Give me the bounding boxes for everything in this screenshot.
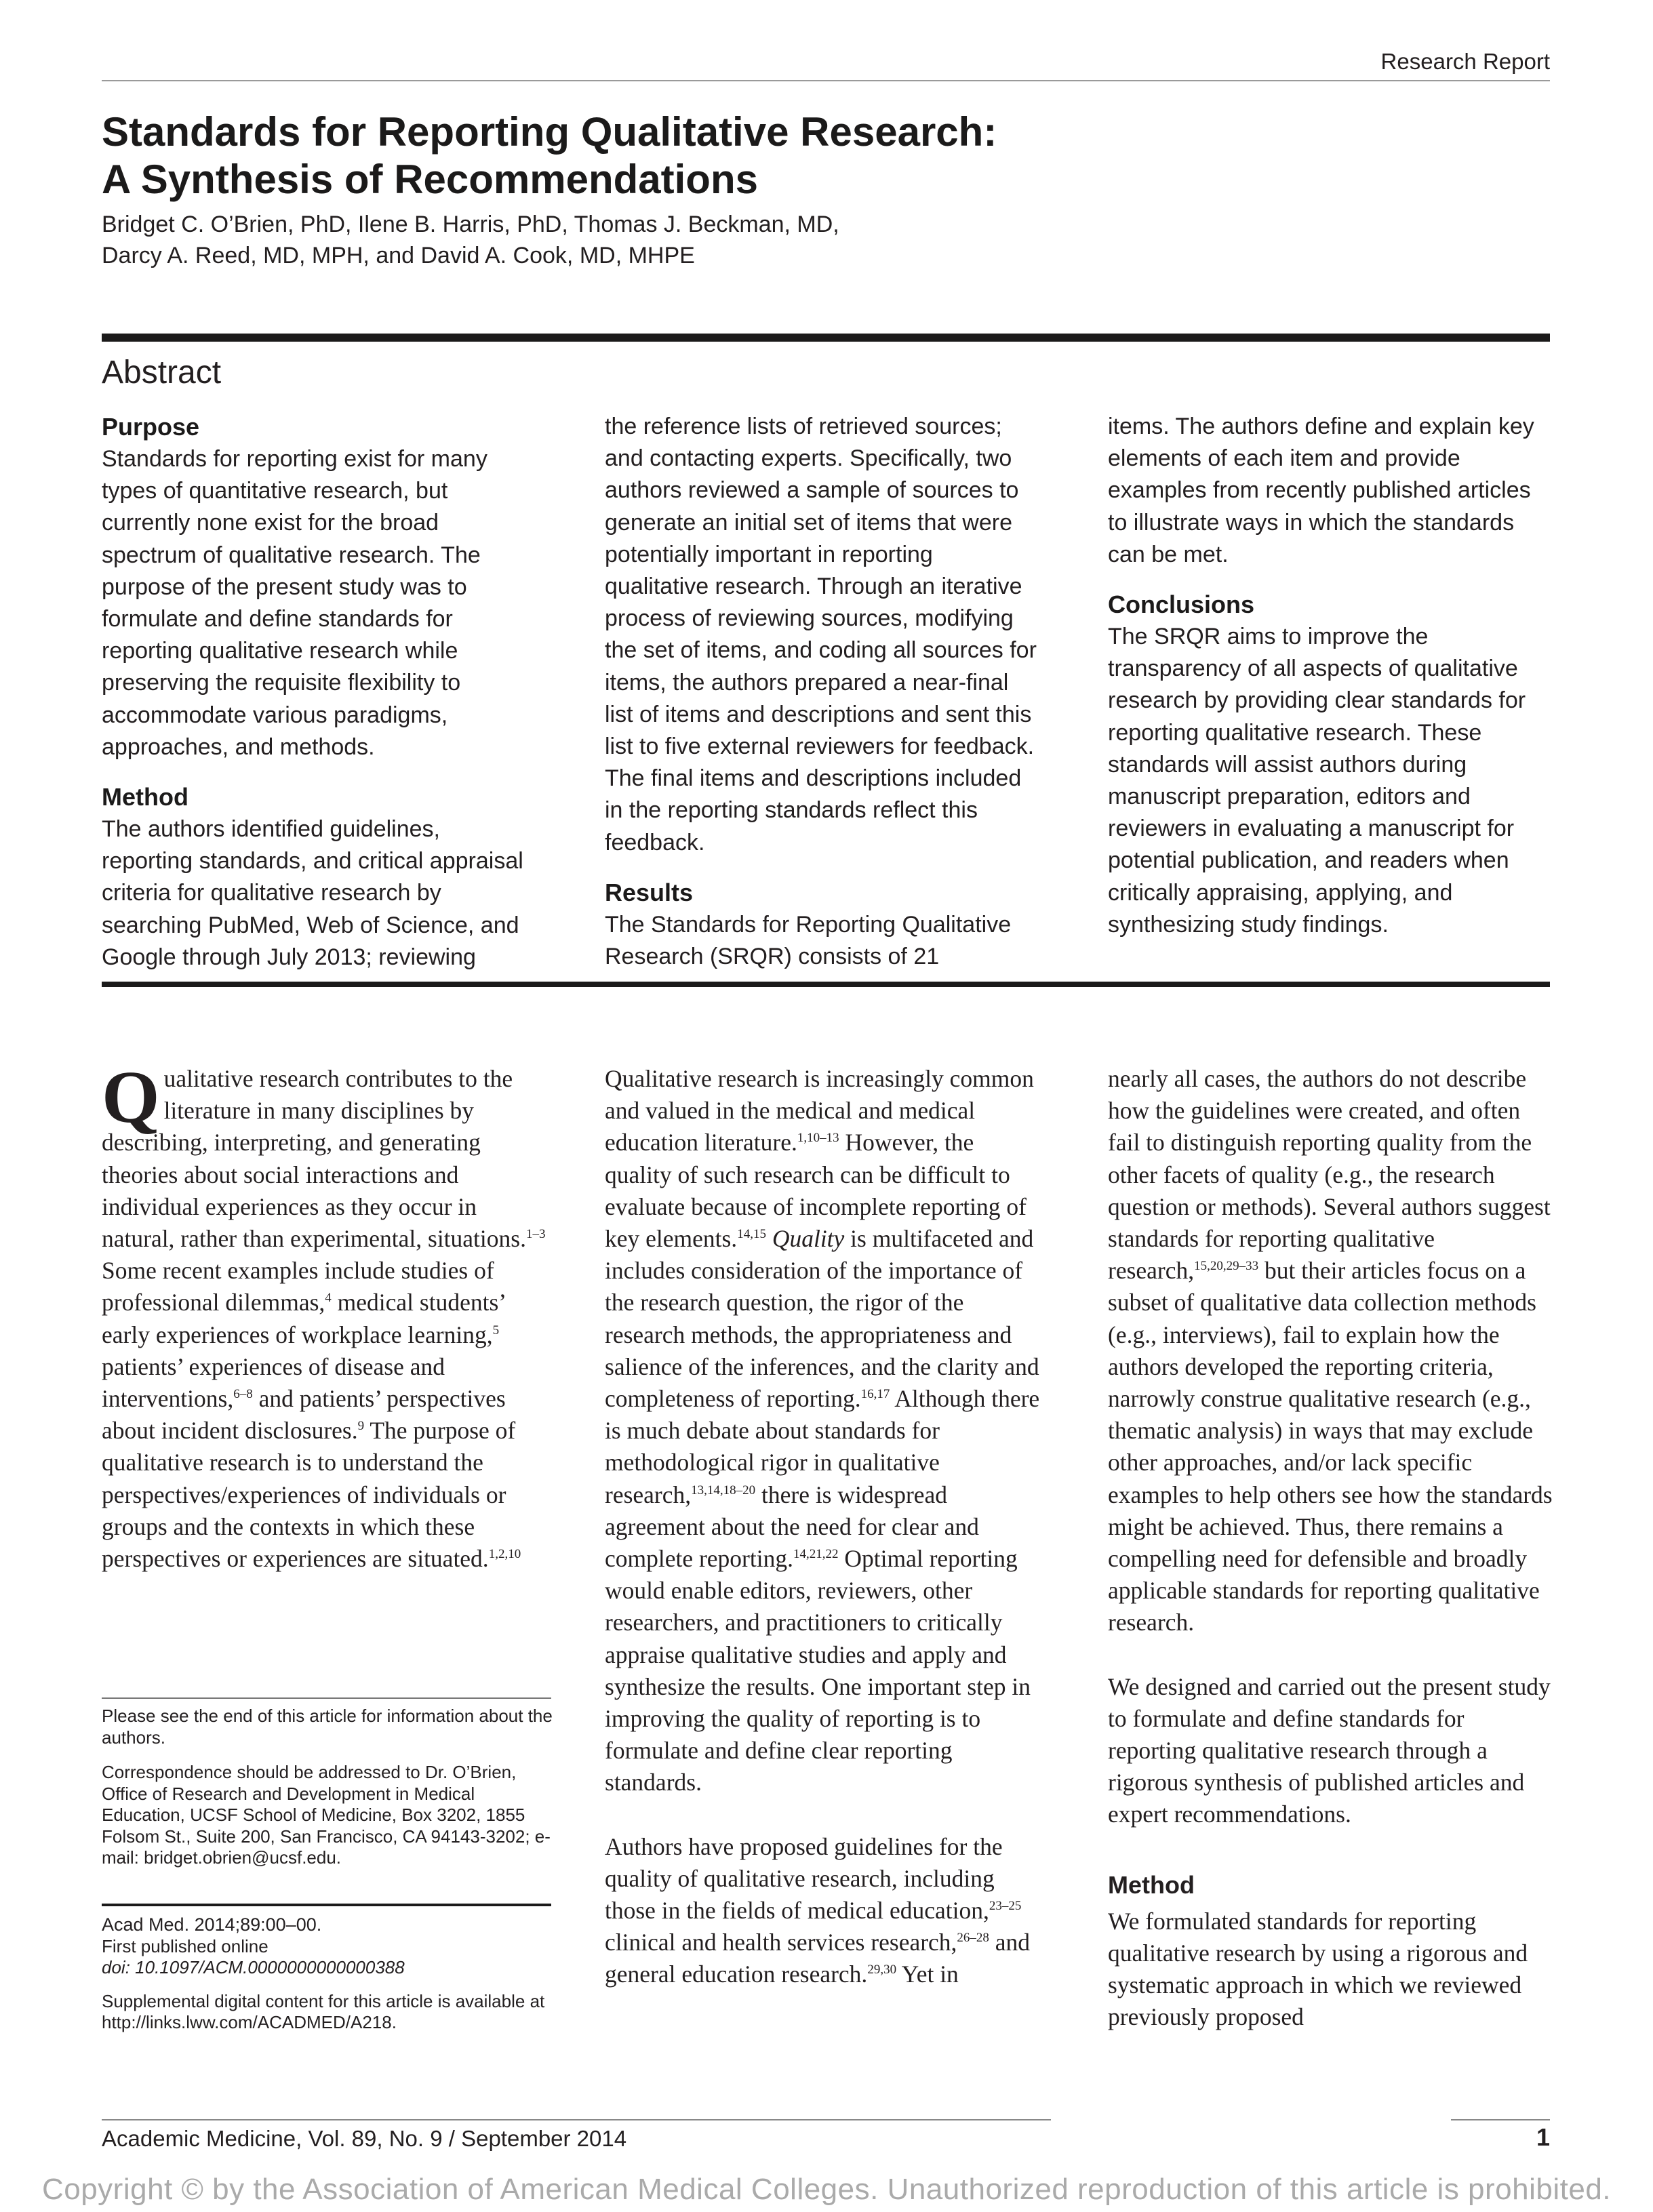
method-text-part-2: the reference lists of retrieved sources; and contacting experts. Specifically, two authors reviewed a sample of sources to generate an initial set of items that were potentially important in reporting qualitative research. Through an iterative process of reviewing sources, modifying the set of items, and coding all sources for items, the authors prepared a near-final list of items and descriptions and sent this list to five external reviewers for feedback. The final items and descriptions included in the reporting standards reflect this feedback. bbox=[605, 414, 1037, 856]
footer-rule bbox=[102, 2119, 1051, 2120]
conclusions-heading: Conclusions bbox=[1108, 590, 1255, 619]
intro-paragraph: Qualitative research contributes to the literature in many disciplines by describing, interpreting, and generating theories about social interactions and individual experiences as they occur in natural, rather than experimental, situations.$^{1-3}$ Some recent examples include studies of professional dilemmas,$^4$ medical students’ early experiences of workplace learning,$^5$ patients’ experiences of disease and interventions,$^{6-8}$ and patients’ perspectives about incident disclosures.$^9$ The purpose of qualitative research is to understand the perspectives/experiences of individuals or groups and the contexts in which these perspectives or experiences are situated.$^{1,2,10}$ bbox=[102, 1055, 546, 1573]
copyright-notice: Copyright © by the Association of American Medical Colleges. Unauthorized reproduction of this article is prohibited. bbox=[41, 2173, 1612, 2206]
citation-ref: 13,14,18–20 bbox=[691, 1483, 756, 1497]
citation-ref: 14,21,22 bbox=[793, 1547, 839, 1562]
citation-ref: 16,17 bbox=[860, 1387, 890, 1402]
abstract-bottom-rule bbox=[102, 982, 1550, 987]
pubinfo-rule bbox=[102, 1904, 551, 1906]
citation-ref: 23–25 bbox=[989, 1899, 1022, 1914]
citation-ref: 29,30 bbox=[867, 1963, 897, 1977]
body-column-2 bbox=[605, 1063, 1045, 1991]
citation-ref: 1,2,10 bbox=[488, 1547, 521, 1562]
footer-rule-page bbox=[1451, 2119, 1550, 2120]
running-head: Research Report bbox=[1380, 49, 1550, 74]
citation-ref: 6–8 bbox=[233, 1387, 253, 1402]
title-line-1: Standards for Reporting Qualitative Research: bbox=[102, 109, 997, 155]
drop-cap: Q bbox=[102, 1055, 160, 1138]
abstract-column-2 bbox=[605, 411, 1039, 973]
citation-ref: 14,15 bbox=[737, 1227, 766, 1242]
author-info-note: Please see the end of this article for information about the authors. bbox=[102, 1706, 553, 1748]
body-column-1 bbox=[102, 1055, 546, 1575]
citation-ref: 1,10–13 bbox=[797, 1131, 839, 1146]
body-paragraph: Qualitative research is increasingly common and valued in the medical and medical education literature.$^{1,10-13}$ However, the quality of such research can be difficult to evaluate because of incomplete reporting of key elements.$^{14,15}$ Quality is multifaceted and includes consideration of the importance of the research question, the rigor of the research methods, the appropriateness and salience of the inferences, and the clarity and completeness of reporting.$^{16,17}$ Although there is much debate about standards for methodological rigor in qualitative research,$^{13,14,18-20}$ there is widespread agreement about the need for clear and complete reporting.$^{14,21,22}$ Optimal reporting would enable editors, reviewers, other researchers, and practitioners to critically appraise qualitative studies and apply and synthesize the results. One important step in improving the quality of reporting is to formulate and define clear reporting standards. bbox=[605, 1065, 1040, 1796]
citation-ref: 26–28 bbox=[957, 1931, 989, 1946]
body-paragraph: We designed and carried out the present study to formulate and define standards for reporting qualitative research through a rigorous synthesis of published articles and expert recommendations. bbox=[1108, 1672, 1551, 1828]
first-published-line: First published online bbox=[102, 1935, 268, 1956]
footnote-rule bbox=[102, 1697, 551, 1699]
purpose-text: Standards for reporting exist for many types of quantitative research, but currently none exist for the broad spectrum of qualitative research. The purpose of the present study was to formulate and define standards for reporting qualitative research while preserving the requisite flexibility to accommodate various paradigms, approaches, and methods. bbox=[102, 446, 487, 760]
citation-ref: 1–3 bbox=[525, 1227, 546, 1242]
supplemental-note: Supplemental digital content for this article is available at http://links.lww.com/ACADMED/A218. bbox=[102, 1990, 545, 2032]
body-paragraph: Authors have proposed guidelines for the quality of qualitative research, including those in the fields of medical education,$^{23-25}$ clinical and health services research,$^{26-28}$ and general education research.$^{29,30}$ Yet in bbox=[605, 1832, 1031, 1988]
citation-ref: 9 bbox=[357, 1419, 365, 1434]
authors-line-2: Darcy A. Reed, MD, MPH, and David A. Cook, MD, MHPE bbox=[102, 243, 695, 268]
abstract-heading: Abstract bbox=[102, 355, 222, 390]
header-rule bbox=[102, 80, 1550, 81]
page-number: 1 bbox=[1536, 2123, 1550, 2151]
abstract-top-rule bbox=[102, 334, 1550, 342]
method-heading-abstract: Method bbox=[102, 783, 188, 811]
results-text-part-2: items. The authors define and explain key elements of each item and provide examples from recently published articles to illustrate ways in which the standards can be met. bbox=[1108, 414, 1534, 567]
citation-line: Acad Med. 2014;89:00–00. bbox=[102, 1914, 322, 1935]
footnotes bbox=[102, 1706, 556, 1869]
citation-ref: 4 bbox=[325, 1291, 332, 1306]
title-line-2: A Synthesis of Recommendations bbox=[102, 157, 758, 202]
body-paragraph: We formulated standards for reporting qualitative research by using a rigorous and systematic approach in which we reviewed previously proposed bbox=[1108, 1907, 1528, 2031]
article-title bbox=[102, 108, 1390, 203]
doi-line: doi: 10.1097/ACM.0000000000000388 bbox=[102, 1957, 405, 1977]
body-paragraph: nearly all cases, the authors do not describe how the guidelines were created, and often fail to distinguish reporting quality from the other facets of quality (e.g., the research question or methods). Several authors suggest standards for reporting qualitative research,$^{15,20,29-33}$ but their articles focus on a subset of qualitative data collection methods (e.g., interviews), fail to explain how the authors developed the reporting criteria, narrowly construe qualitative research (e.g., thematic analysis) in ways that may exclude other approaches, and/or lack specific examples to help others see how the standards might be achieved. Thus, there remains a compelling need for defensible and broadly applicable standards for reporting qualitative research. bbox=[1108, 1065, 1553, 1636]
citation-ref: 15,20,29–33 bbox=[1194, 1259, 1259, 1274]
abstract-column-1 bbox=[102, 411, 536, 973]
author-list bbox=[102, 209, 1390, 271]
method-text-part-1: The authors identified guidelines, reporting standards, and critical appraisal criteria for qualitative research by searching PubMed, Web of Science, and Google through July 2013; reviewing bbox=[102, 816, 523, 970]
conclusions-text: The SRQR aims to improve the transparency of all aspects of qualitative research by providing clear standards for reporting qualitative research. These standards will assist authors during manuscript preparation, editors and reviewers in evaluating a manuscript for potential publication, and readers when critically appraising, applying, and synthesizing study findings. bbox=[1108, 624, 1526, 938]
publication-info bbox=[102, 1914, 556, 2034]
results-text-part-1: The Standards for Reporting Qualitative Research (SRQR) consists of 21 bbox=[605, 911, 1012, 970]
method-section-heading: Method bbox=[1108, 1870, 1195, 1899]
results-heading: Results bbox=[605, 878, 694, 906]
authors-line-1: Bridget C. O’Brien, PhD, Ilene B. Harris, PhD, Thomas J. Beckman, MD, bbox=[102, 212, 839, 237]
citation-ref: 5 bbox=[492, 1323, 500, 1338]
purpose-heading: Purpose bbox=[102, 413, 200, 441]
body-column-3 bbox=[1108, 1063, 1555, 2033]
emphasis-quality: Quality bbox=[772, 1225, 845, 1253]
correspondence-note: Correspondence should be addressed to Dr. O’Brien, Office of Research and Development in Medical Education, UCSF School of Medicine, Box 3202, 1855 Folsom St., Suite 200, San Francisco, CA 94143-3202; e-mail: bridget.obrien@ucsf.edu. bbox=[102, 1762, 551, 1868]
journal-footer: Academic Medicine, Vol. 89, No. 9 / September 2014 bbox=[102, 2126, 627, 2151]
abstract-column-3 bbox=[1108, 411, 1542, 941]
